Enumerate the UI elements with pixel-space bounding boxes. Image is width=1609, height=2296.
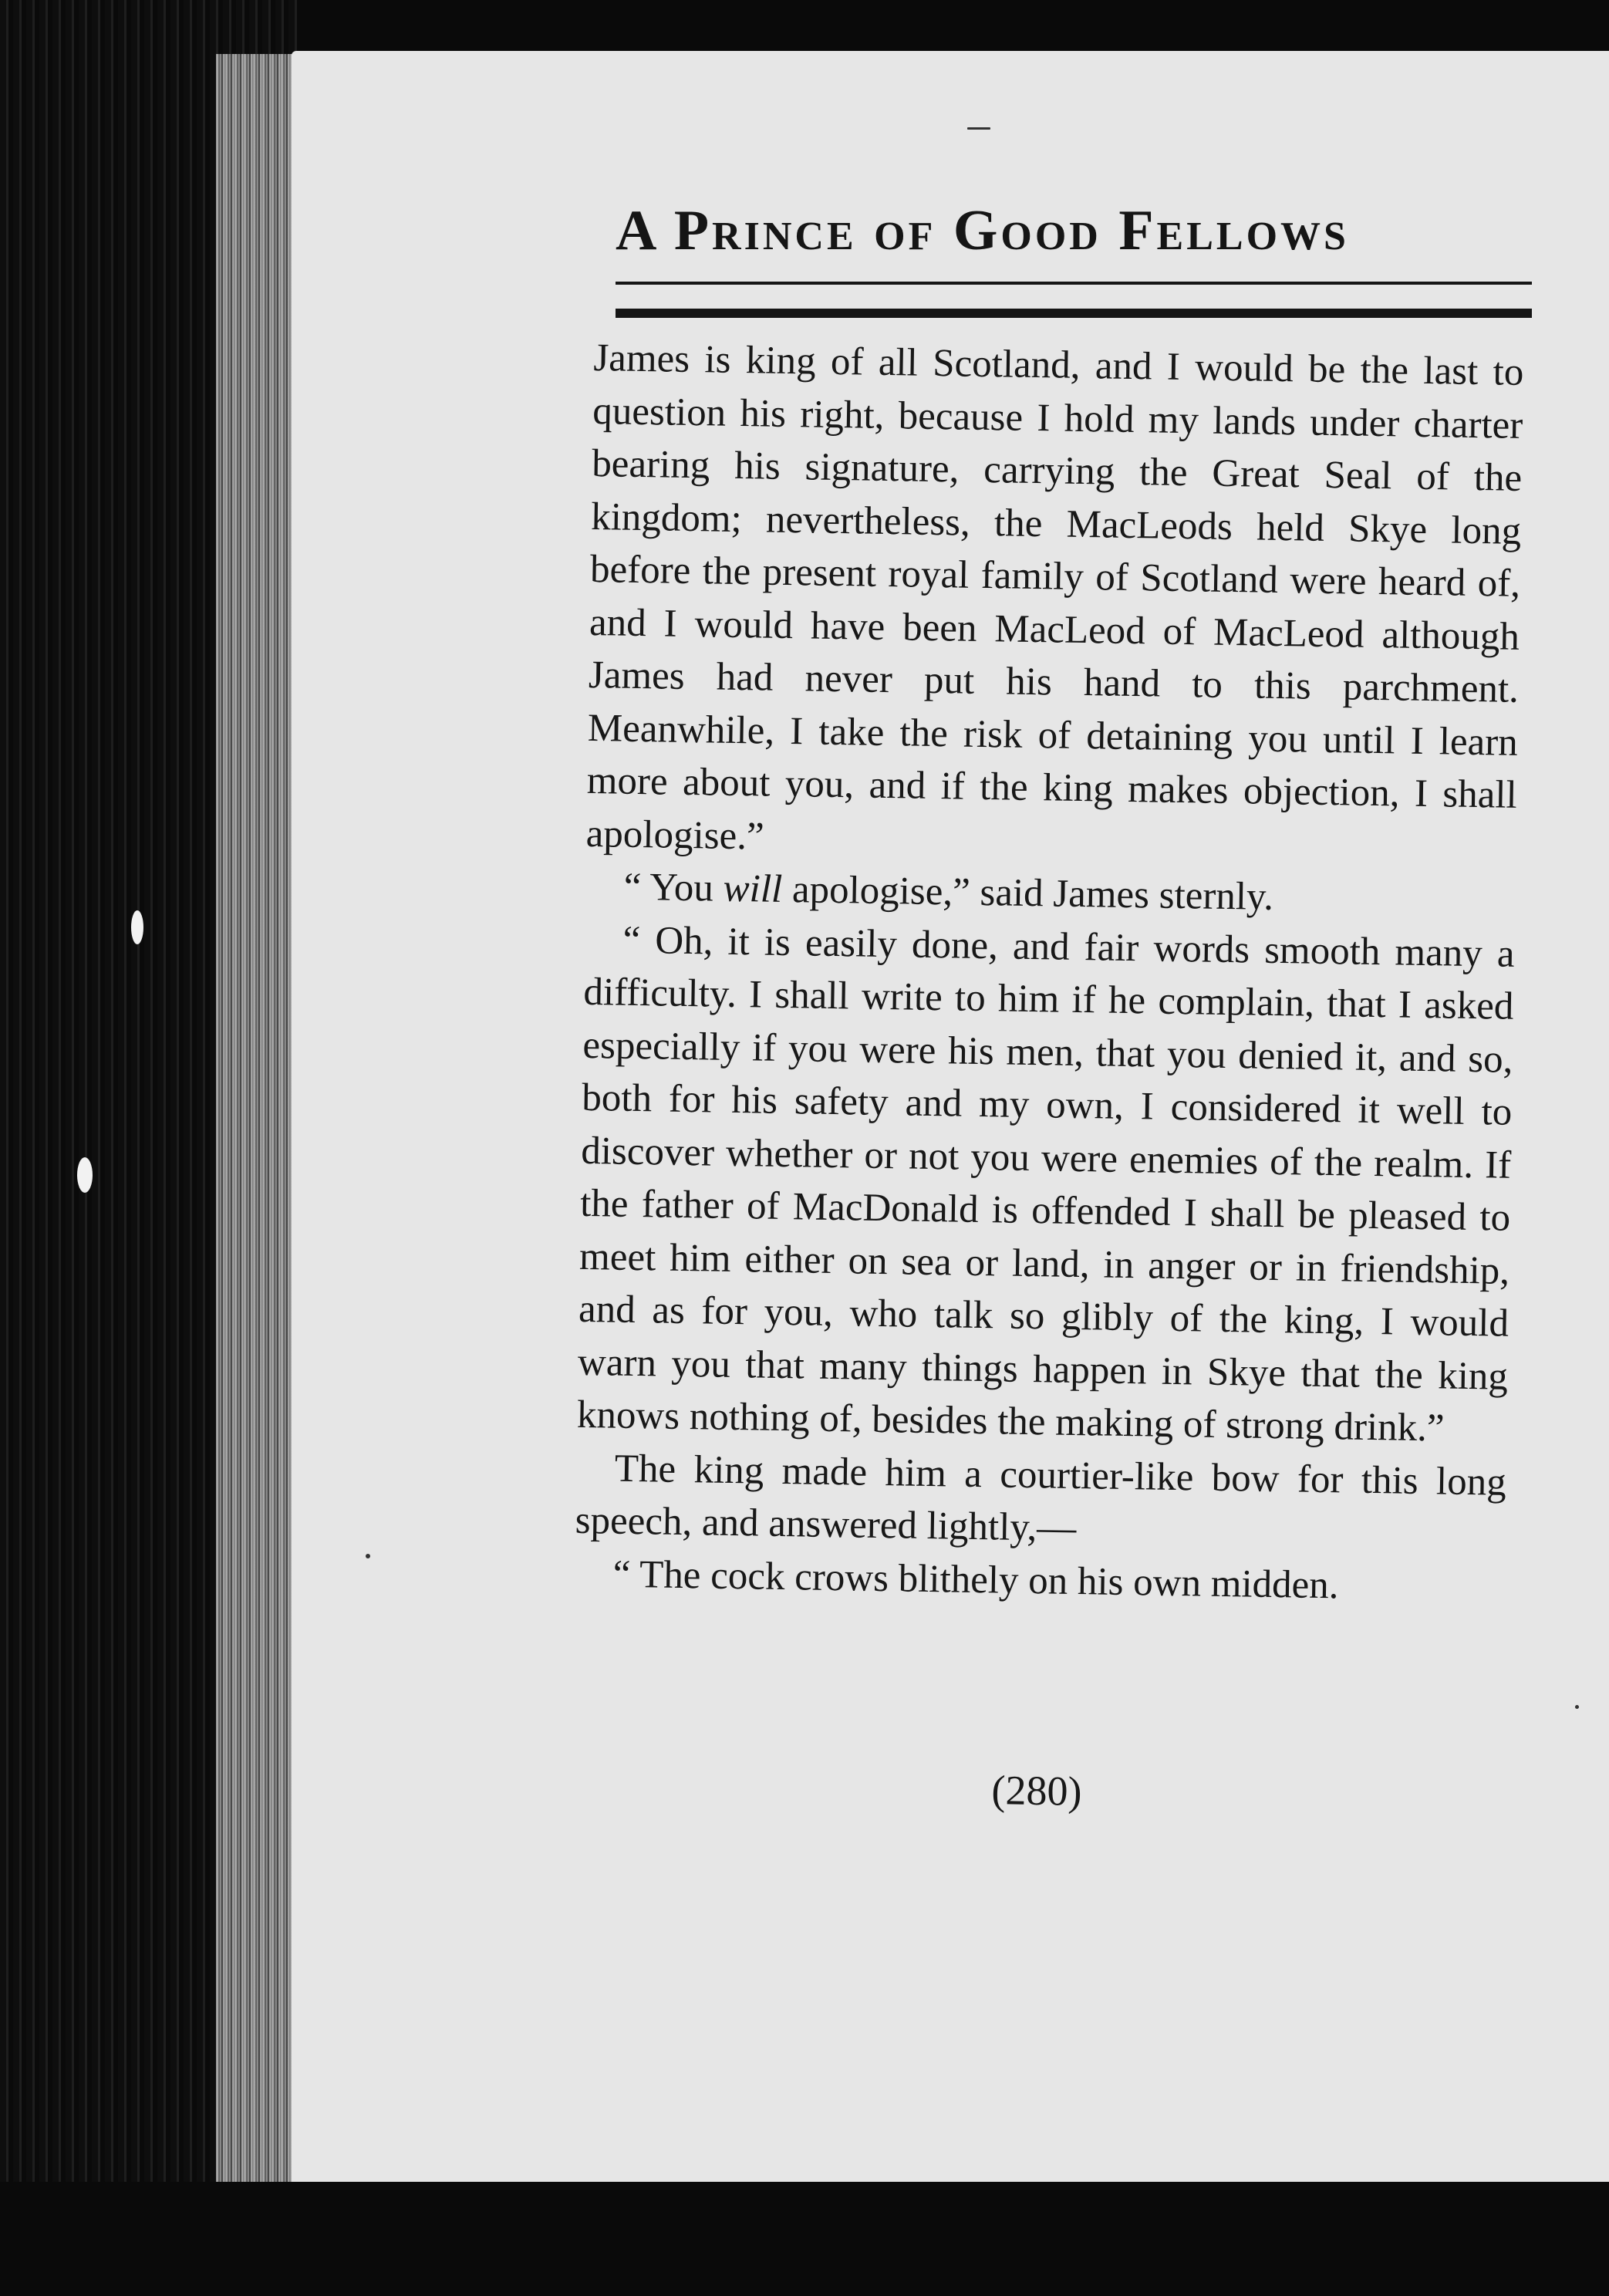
paragraph-text: James is king of all Scotland, and I would be the last to question his right, because I hold my lands under charter bearing his signature, carrying the Great Seal of the kingdom; nevertheless, the MacLeods held Skye long before the present royal family of Scotland were heard of, and I would have been MacLeod of MacLeod although James had never put his hand to this parchment. Meanwhile, I take the risk of detaining you until I learn more about you, and if the king makes objection, I shall apologise.” (585, 336, 1524, 859)
running-head: A Prince of Good Fellows (616, 199, 1349, 262)
speck (967, 127, 990, 130)
paragraph (585, 332, 1524, 875)
body-text (574, 332, 1524, 1615)
page-edges-stripes (216, 54, 301, 2191)
speck (1575, 1705, 1579, 1709)
paragraph-text: The king made him a courtier-like bow for this long speech, and answered lightly,— (575, 1447, 1507, 1551)
edge-mark (131, 910, 143, 944)
edge-mark (77, 1157, 93, 1193)
page-number: (280) (991, 1767, 1082, 1815)
speck (366, 1554, 370, 1558)
running-head-rule-thin (616, 282, 1532, 285)
paragraph (576, 913, 1515, 1456)
paragraph-text: “ You (623, 865, 724, 910)
paragraph (575, 1441, 1506, 1562)
paragraph-text: apologise,” said James sternly. (781, 867, 1274, 919)
paragraph-text: “ The cock crows blithely on his own midden. (612, 1552, 1340, 1607)
italic-text: will (723, 866, 783, 911)
paragraph-text: “ Oh, it is easily done, and fair words smooth many a difficulty. I shall write to him if he complain, that I asked especially if you were his men, that you denied it, and so, both for his safety and my own, I considered it well to discover whether or not you were enemies of the realm. If the father of MacDonald is offended I shall be pleased to meet him either on sea or land, in anger or in friendship, and as for you, who talk so glibly of the king, I would warn you that many things happen in Skye that the king knows nothing of, besides the making of strong drink.” (576, 918, 1515, 1450)
running-head-rule-thick (616, 309, 1532, 318)
scan-bottom-border (0, 2182, 1609, 2296)
